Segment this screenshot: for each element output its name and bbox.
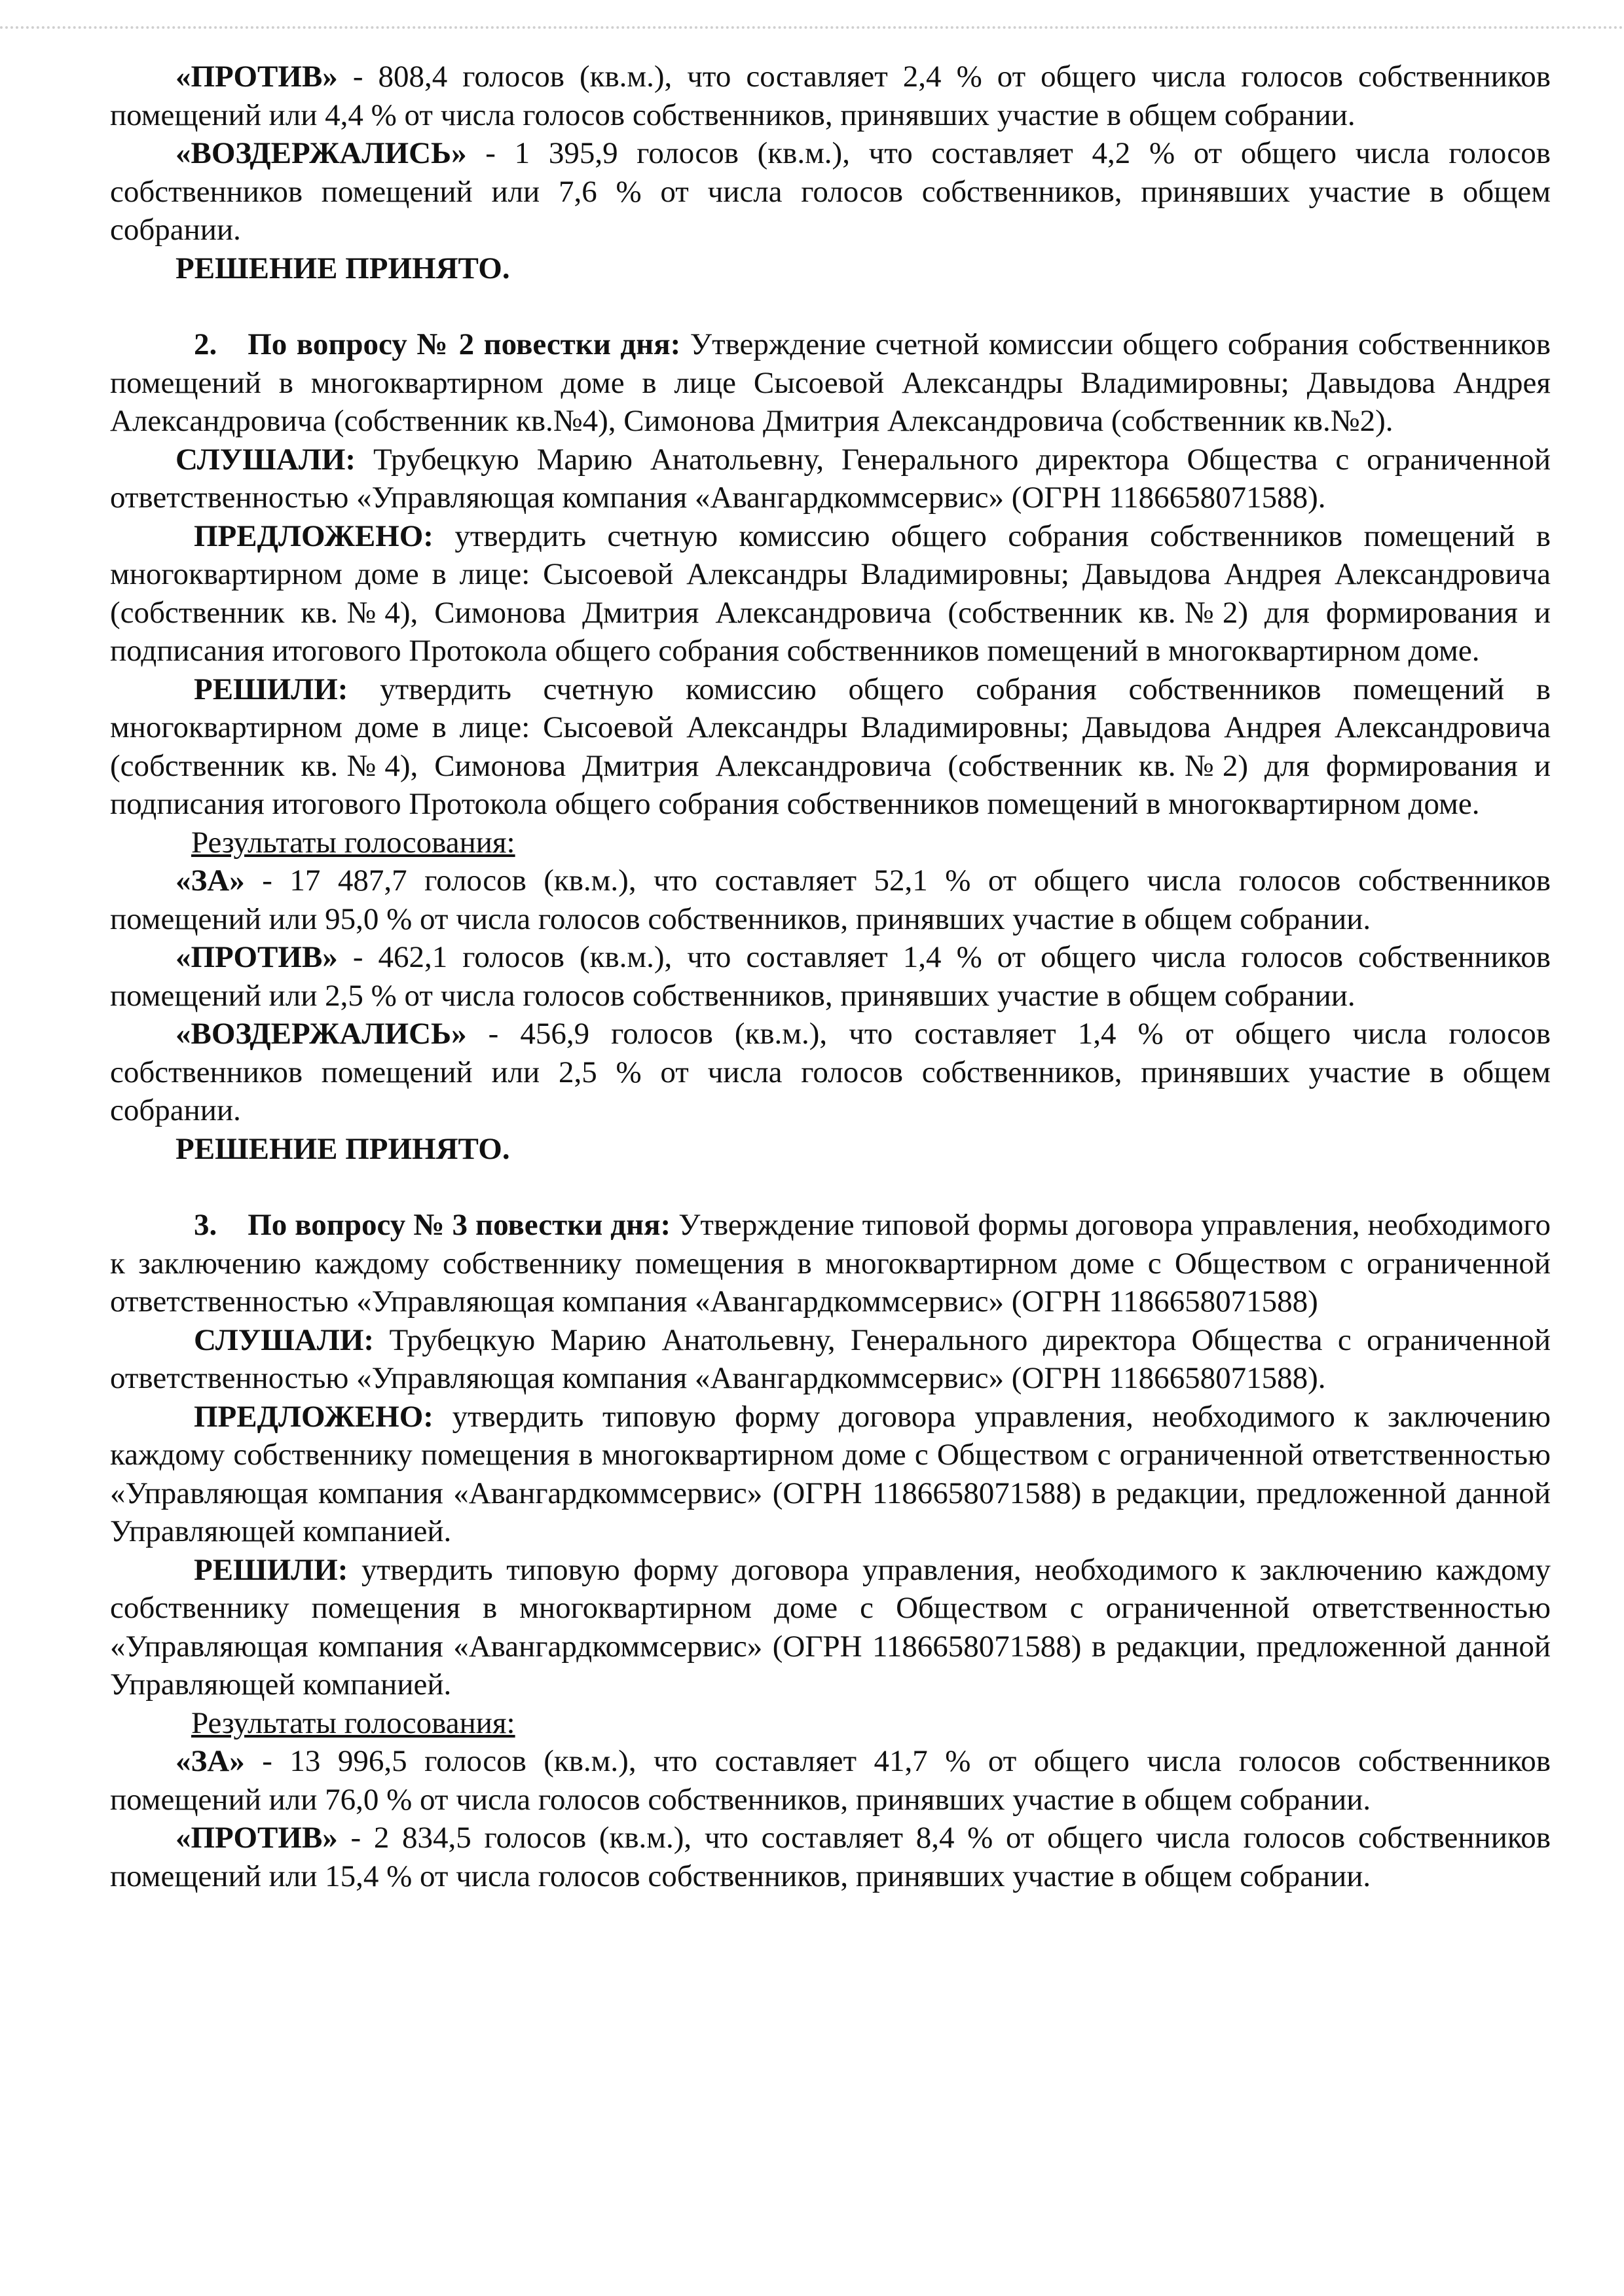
resolved-label: РЕШИЛИ: [194, 1552, 348, 1587]
proposed-text: утвердить типовую форму договора управления, необходимого к заключению каждому собственнику помещения в многоквартирном доме с Обществом с ограниченной ответственностью «Управляющая компания «Авангардкоммсервис» (ОГРН 1186658071588) в редакции, предложенной данной Управляющей компанией. [110, 1399, 1551, 1548]
abstain-text: - 456,9 голосов (кв.м.), что составляет 1,4 % от общего числа голосов собственников помещений или 2,5 % от числа голосов собственников, принявших участие в общем собрании. [110, 1017, 1551, 1127]
resolved-text: утвердить типовую форму договора управления, необходимого к заключению каждому собственнику помещения в многоквартирном доме с Обществом с ограниченной ответственностью «Управляющая компания «Авангардкоммсервис» (ОГРН 1186658071588) в редакции, предложенной данной Управляющей компанией. [110, 1552, 1551, 1702]
vote-abstain-paragraph [110, 1015, 1551, 1130]
results-heading [110, 824, 1551, 862]
vote-for-paragraph [110, 862, 1551, 938]
abstain-label: «ВОЗДЕРЖАЛИСЬ» [175, 1017, 467, 1051]
for-text: - 17 487,7 голосов (кв.м.), что составляет 52,1 % от общего числа голосов собственников помещений или 95,0 % от числа голосов собственников, принявших участие в общем собрании. [110, 864, 1551, 936]
scan-top-edge [0, 26, 1624, 29]
against-text: - 462,1 голосов (кв.м.), что составляет 1,4 % от общего числа голосов собственников помещений или 2,5 % от числа голосов собственников, принявших участие в общем собрании. [110, 940, 1551, 1013]
heard-paragraph [110, 441, 1551, 517]
document-page [110, 58, 1551, 1895]
vote-against-paragraph [110, 938, 1551, 1015]
results-label: Результаты голосования: [191, 825, 515, 860]
agenda-item-2 [110, 325, 1551, 441]
decision-accepted: РЕШЕНИЕ ПРИНЯТО. [175, 1131, 510, 1166]
against-text: - 2 834,5 голосов (кв.м.), что составляет 8,4 % от общего числа голосов собственников помещений или 15,4 % от числа голосов собственников, принявших участие в общем собрании. [110, 1821, 1551, 1893]
resolved-paragraph [110, 670, 1551, 824]
vote-against-paragraph [110, 1819, 1551, 1895]
for-label: «ЗА» [175, 864, 245, 898]
for-label: «ЗА» [175, 1744, 245, 1778]
heard-text: Трубецкую Марию Анатольевну, Генерального директора Общества с ограниченной ответственностью «Управляющая компания «Авангардкоммсервис» (ОГРН 1186658071588). [110, 1322, 1551, 1395]
proposed-paragraph [110, 1398, 1551, 1551]
agenda-item-2-text: Утверждение счетной комиссии общего собрания собственников помещений в многоквартирном доме в лице Сысоевой Александры Владимировны; Давыдова Андрея Александровича (собственник кв.№4), Симонова Дмитрия Александровича (собственник кв.№2). [110, 327, 1551, 438]
agenda-item-3-text: Утверждение типовой формы договора управления, необходимого к заключению каждому собственнику помещения в многоквартирном доме с Обществом с ограниченной ответственностью «Управляющая компания «Авангардкоммсервис» (ОГРН 1186658071588) [110, 1208, 1551, 1319]
abstain-label: «ВОЗДЕРЖАЛИСЬ» [175, 136, 467, 170]
against-label: «ПРОТИВ» [175, 60, 338, 94]
against-label: «ПРОТИВ» [175, 940, 338, 974]
proposed-label: ПРЕДЛОЖЕНО: [194, 1399, 434, 1434]
resolved-text: утвердить счетную комиссию общего собрания собственников помещений в многоквартирном доме в лице: Сысоевой Александры Владимировны; Давыдова Андрея Александровича (собственник кв.№4), Симонова Дмитрия Александровича (собственник кв.№2) для формирования и подписания итогового Протокола общего собрания собственников помещений в многоквартирном доме. [110, 672, 1551, 821]
decision-accepted: РЕШЕНИЕ ПРИНЯТО. [175, 251, 510, 285]
for-text: - 13 996,5 голосов (кв.м.), что составляет 41,7 % от общего числа голосов собственников помещений или 76,0 % от числа голосов собственников, принявших участие в общем собрании. [110, 1744, 1551, 1817]
agenda-item-2-heading: 2. По вопросу № 2 повестки дня: [194, 327, 681, 361]
resolved-label: РЕШИЛИ: [194, 672, 348, 706]
resolved-paragraph [110, 1551, 1551, 1704]
proposed-label: ПРЕДЛОЖЕНО: [194, 519, 434, 553]
heard-label: СЛУШАЛИ: [194, 1322, 375, 1357]
vote-abstain-paragraph [110, 134, 1551, 249]
against-label: «ПРОТИВ» [175, 1821, 338, 1855]
results-label: Результаты голосования: [191, 1705, 515, 1740]
heard-text: Трубецкую Марию Анатольевну, Генерального директора Общества с ограниченной ответственностью «Управляющая компания «Авангардкоммсервис» (ОГРН 1186658071588). [110, 442, 1551, 515]
agenda-item-3 [110, 1206, 1551, 1321]
proposed-text: утвердить счетную комиссию общего собрания собственников помещений в многоквартирном доме в лице: Сысоевой Александры Владимировны; Давыдова Андрея Александровича (собственник кв.№4), Симонова Дмитрия Александровича (собственник кв.№2) для формирования и подписания итогового Протокола общего собрания собственников помещений в многоквартирном доме. [110, 519, 1551, 668]
proposed-paragraph [110, 517, 1551, 670]
vote-for-paragraph [110, 1742, 1551, 1819]
results-heading [110, 1704, 1551, 1743]
agenda-item-3-heading: 3. По вопросу № 3 повестки дня: [194, 1208, 671, 1242]
vote-against-paragraph [110, 58, 1551, 134]
heard-label: СЛУШАЛИ: [175, 442, 356, 477]
abstain-text: - 1 395,9 голосов (кв.м.), что составляет 4,2 % от общего числа голосов собственников помещений или 7,6 % от числа голосов собственников, принявших участие в общем собрании. [110, 136, 1551, 247]
heard-paragraph [110, 1321, 1551, 1398]
against-text: - 808,4 голосов (кв.м.), что составляет 2,4 % от общего числа голосов собственников помещений или 4,4 % от числа голосов собственников, принявших участие в общем собрании. [110, 60, 1551, 132]
